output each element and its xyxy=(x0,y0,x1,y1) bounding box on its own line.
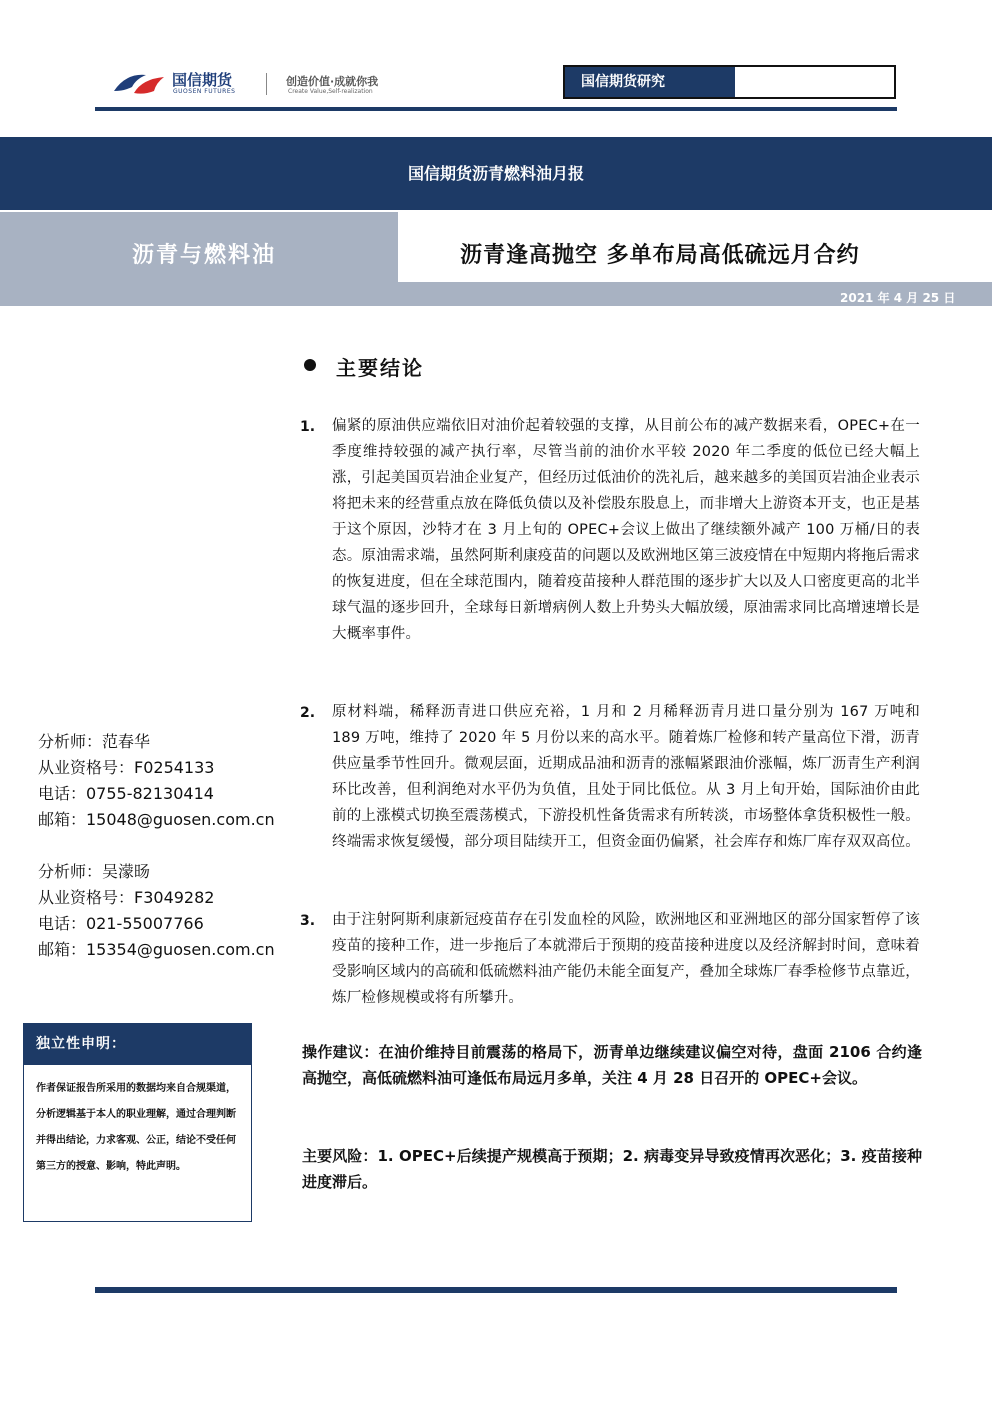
header-rule xyxy=(95,107,897,111)
logo-text: 国信期货 xyxy=(172,71,233,89)
disclaimer-title: 独立性申明： xyxy=(24,1024,251,1065)
analyst-license: 从业资格号：F3049282 xyxy=(38,888,215,907)
category-label: 沥青与燃料油 xyxy=(132,243,277,268)
point-number: 3. xyxy=(300,913,316,929)
guosen-logo-icon xyxy=(112,69,166,99)
analyst-name: 分析师：范春华 xyxy=(38,732,151,751)
analyst-card xyxy=(38,859,298,963)
logo-divider xyxy=(266,73,267,95)
point-number: 2. xyxy=(300,705,316,721)
trading-suggestion: 操作建议：在油价维持目前震荡的格局下，沥青单边继续建议偏空对待，盘面 2106 合约逢高抛空，高低硫燃料油可逢低布局远月多单，关注 4 月 28 日召开的 OPEC+会议。 xyxy=(302,1043,922,1087)
report-date: 2021 年 4 月 25 日 xyxy=(840,291,956,305)
section-title: 主要结论 xyxy=(336,356,424,380)
disclaimer-text: 作者保证报告所采用的数据均来自合规渠道，分析逻辑基于本人的职业理解，通过合理判断 并得出结论，力求客观、公正，结论不受任何第三方的授意、影响，特此声明。 xyxy=(36,1083,236,1172)
analyst-email: 邮箱：15354@guosen.com.cn xyxy=(38,940,275,959)
logo-english-text: GUOSEN FUTURES xyxy=(173,88,236,95)
company-logo xyxy=(112,67,442,101)
main-risks: 主要风险：1. OPEC+后续提产规模高于预期；2. 病毒变异导致疫情再次恶化；3. 疫苗接种进度滞后。 xyxy=(302,1147,922,1191)
slogan-english: Create Value,Self-realization xyxy=(288,88,373,95)
bullet-icon xyxy=(304,359,316,371)
point-number: 1. xyxy=(300,419,316,435)
analyst-card xyxy=(38,729,298,833)
disclaimer-box xyxy=(23,1023,252,1222)
headline: 沥青逢高抛空 多单布局高低硫远月合约 xyxy=(460,243,860,268)
point-text: 原材料端，稀释沥青进口供应充裕，1 月和 2 月稀释沥青月进口量分别为 167 万吨和 189 万吨，维持了 2020 年 5 月份以来的高水平。随着炼厂检修和转产量高位下滑，沥青供应量季节性回升。微观层面，近期成品油和沥青的涨幅紧跟油价涨幅，炼厂沥青生产利润环比改善，但利润绝对水平仍为负值，且处于同比低位。从 3 月上旬开始，国际油价由此前的上涨模式切换至震荡模式，下游投机性备货需求有所转淡，市场整体拿货积极性一般。终端需求恢复缓慢，部分项目陆续开工，但资金面仍偏紧，社会库存和炼厂库存双双高位。 xyxy=(332,704,920,850)
point-text: 偏紧的原油供应端依旧对油价起着较强的支撑，从目前公布的减产数据来看，OPEC+在一季度维持较强的减产执行率，尽管当前的油价水平较 2020 年二季度的低位已经大幅上涨，引起美国页岩油企业复产，但经历过低油价的洗礼后，越来越多的美国页岩油企业表示将把未来的经营重点放在降低负债以及补偿股东股息上，而非增大上游资本开支，也正是基于这个原因，沙特才在 3 月上旬的 OPEC+会议上做出了继续额外减产 100 万桶/日的表态。原油需求端，虽然阿斯利康疫苗的问题以及欧洲地区第三波疫情在中短期内将拖后需求的恢复进度，但在全球范围内，随着疫苗接种人群范围的逐步扩大以及人口密度更高的北半球气温的逐步回升，全球每日新增病例人数上升势头大幅放缓，原油需求同比高增速增长是大概率事件。 xyxy=(332,418,920,642)
point-text: 由于注射阿斯利康新冠疫苗存在引发血栓的风险，欧洲地区和亚洲地区的部分国家暂停了该疫苗的接种工作，进一步拖后了本就滞后于预期的疫苗接种进度以及经济解封时间，意味着受影响区域内的高硫和低硫燃料油产能仍未能全面复产，叠加全球炼厂春季检修节点靠近，炼厂检修规模或将有所攀升。 xyxy=(332,912,920,1006)
analyst-phone: 电话：021-55007766 xyxy=(38,914,204,933)
footer-rule xyxy=(95,1287,897,1293)
analyst-email: 邮箱：15048@guosen.com.cn xyxy=(38,810,275,829)
analyst-name: 分析师：吴濛旸 xyxy=(38,862,151,881)
research-label-box xyxy=(563,65,896,99)
analyst-license: 从业资格号：F0254133 xyxy=(38,758,215,777)
analyst-phone: 电话：0755-82130414 xyxy=(38,784,214,803)
slogan: 创造价值·成就你我 xyxy=(286,75,379,88)
report-title: 国信期货沥青燃料油月报 xyxy=(407,164,584,183)
research-label: 国信期货研究 xyxy=(565,67,735,97)
